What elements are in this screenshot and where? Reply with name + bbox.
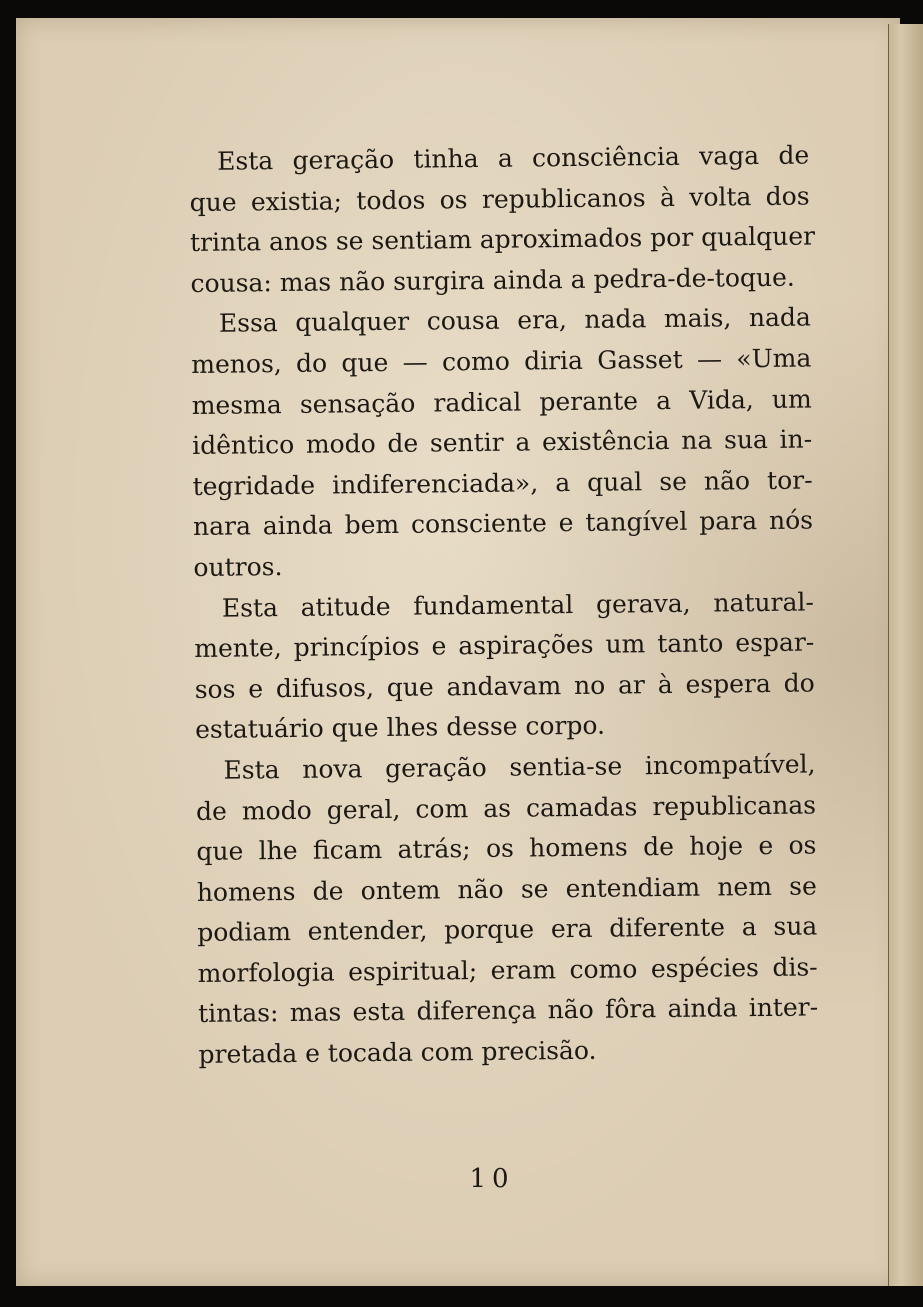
text-line: homens de ontem não se entendiam nem se (196, 871, 817, 907)
text-line: Esta geração tinha a consciência vaga de (217, 140, 810, 176)
text-line: que existia; todos os republicanos à volta dos (189, 181, 810, 217)
text-line: que lhe ficam atrás; os homens de hoje e os (196, 830, 817, 867)
text-line: idêntico modo de sentir a existência na sua in- (192, 424, 813, 461)
text-line: Esta nova geração sentia-se incompatível, (223, 749, 816, 785)
text-line: estatuário que lhes desse corpo. (195, 710, 606, 745)
text-line: pretada e tocada com precisão. (198, 1035, 597, 1070)
text-line: morfologia espiritual; eram como espécies dis- (197, 952, 818, 988)
text-line: cousa: mas não surgira ainda a pedra-de-toque. (190, 262, 795, 298)
text-line: de modo geral, com as camadas republicanas (195, 789, 817, 826)
body-text (189, 136, 819, 1076)
text-line: tegridade indiferenciada», a qual se não tor- (192, 465, 813, 501)
text-line: mente, princípios e aspirações um tanto espar- (194, 627, 815, 664)
text-line: sos e difusos, que andavam no ar à espera do (194, 668, 815, 704)
text-line: nara ainda bem consciente e tangível para nós (192, 505, 814, 542)
text-line: tintas: mas esta diferença não fôra ainda inter- (197, 992, 819, 1029)
text-line: Essa qualquer cousa era, nada mais, nada (218, 302, 812, 339)
text-line: menos, do que — como diria Gasset — «Uma (191, 343, 812, 379)
book-page (16, 18, 900, 1286)
text-line: Esta atitude fundamental gerava, natural- (221, 587, 814, 623)
text-line: mesma sensação radical perante a Vida, um (191, 384, 812, 420)
text-line: podiam entender, porque era diferente a sua (197, 911, 818, 948)
text-line: trinta anos se sentiam aproximados por qualquer (189, 221, 816, 258)
text-line: outros. (193, 551, 283, 582)
next-page-edge (888, 24, 923, 1286)
page-number: 10 (469, 1164, 515, 1194)
